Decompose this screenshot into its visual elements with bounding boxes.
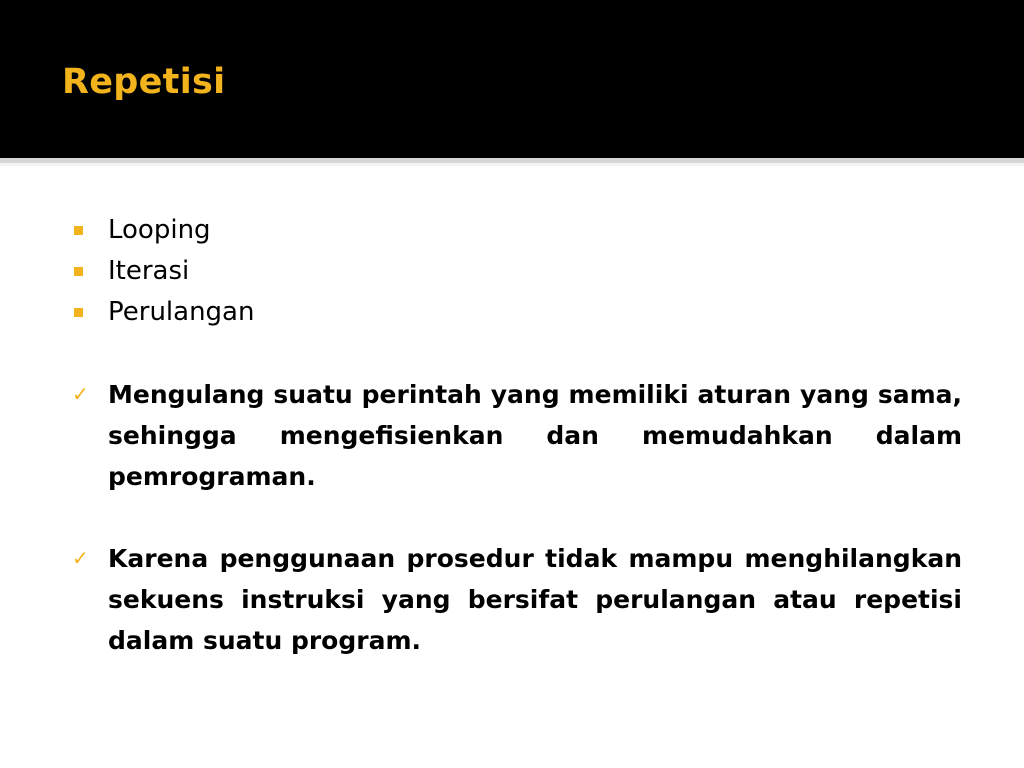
paragraph <box>72 374 962 497</box>
slide-title: Repetisi <box>62 62 226 102</box>
bullet-list <box>72 210 962 333</box>
bullet-label: Perulangan <box>108 297 255 327</box>
list-item <box>72 251 962 292</box>
square-bullet-icon <box>74 308 83 317</box>
check-icon: ✓ <box>72 546 89 570</box>
title-band <box>0 0 1024 158</box>
list-item <box>72 292 962 333</box>
square-bullet-icon <box>74 226 83 235</box>
square-bullet-icon <box>74 267 83 276</box>
paragraph <box>72 538 962 661</box>
bullet-label: Looping <box>108 215 211 245</box>
bullet-label: Iterasi <box>108 256 190 286</box>
list-item <box>72 210 962 251</box>
paragraph-text: Karena penggunaan prosedur tidak mampu menghilangkan sekuens instruksi yang bersifat perulangan atau repetisi dalam suatu program. <box>108 544 962 655</box>
check-icon: ✓ <box>72 382 89 406</box>
slide-content <box>72 210 962 661</box>
title-divider-shadow <box>0 163 1024 166</box>
paragraph-text: Mengulang suatu perintah yang memiliki aturan yang sama, sehingga mengefisienkan dan memudahkan dalam pemrograman. <box>108 380 962 491</box>
